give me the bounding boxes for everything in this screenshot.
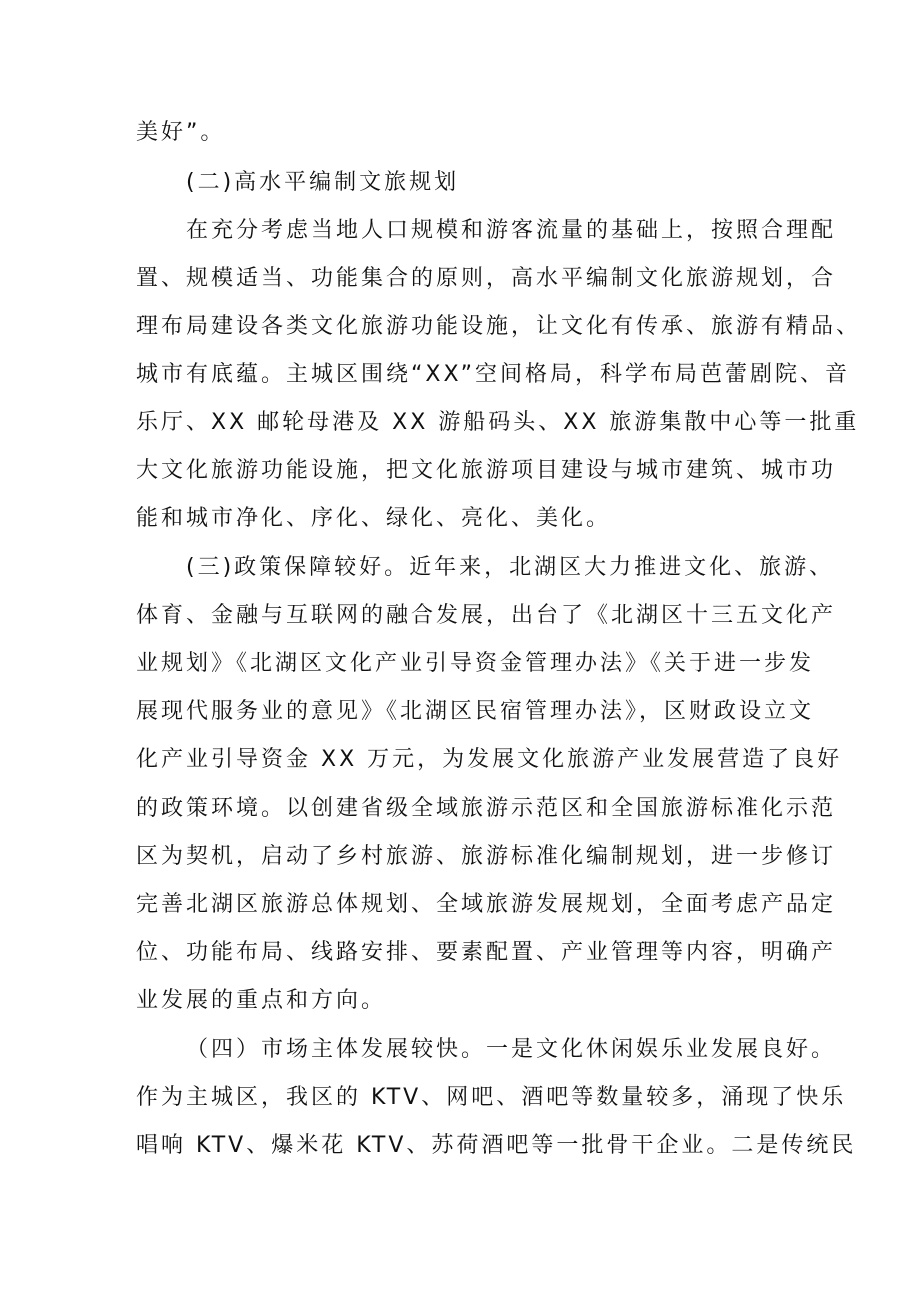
text-line-19: 业发展的重点和方向。	[136, 988, 387, 1013]
text-line-8: 大文化旅游功能设施，把文化旅游项目建设与城市建筑、城市功	[136, 458, 837, 483]
text-line-3: 在充分考虑当地人口规模和游客流量的基础上，按照合理配	[186, 218, 837, 243]
text-line-12: 业规划》《北湖区文化产业引导资金管理办法》《关于进一步发	[136, 651, 815, 676]
text-line-14: 化产业引导资金 XX 万元，为发展文化旅游产业发展营造了良好	[136, 747, 843, 772]
text-line-15: 的政策环境。以创建省级全域旅游示范区和全国旅游标准化示范	[136, 796, 837, 821]
text-line-18: 位、功能布局、线路安排、要素配置、产业管理等内容，明确产	[136, 940, 837, 965]
text-line-9: 能和城市净化、序化、绿化、亮化、美化。	[136, 506, 612, 531]
text-line-4: 置、规模适当、功能集合的原则，高水平编制文化旅游规划，合	[136, 266, 837, 291]
text-line-5: 理布局建设各类文化旅游功能设施，让文化有传承、旅游有精品、	[136, 314, 862, 339]
text-line-7: 乐厅、XX 邮轮母港及 XX 游船码头、XX 旅游集散中心等一批重	[136, 410, 860, 435]
section-heading-3: (三)政策保障较好。近年来，北湖区大力推进文化、旅游、	[186, 555, 835, 580]
text-line-13: 展现代服务业的意见》《北湖区民宿管理办法》，区财政设立文	[136, 699, 815, 724]
text-line-11: 体育、金融与互联网的融合发展，出台了《北湖区十三五文化产	[136, 603, 837, 628]
text-line-1: 美好”。	[136, 120, 226, 145]
text-line-17: 完善北湖区旅游总体规划、全域旅游发展规划，全面考虑产品定	[136, 892, 837, 917]
text-line-16: 区为契机，启动了乡村旅游、旅游标准化编制规划，进一步修订	[136, 844, 837, 869]
text-line-6: 城市有底蕴。主城区围绕“XX”空间格局，科学布局芭蕾剧院、音	[136, 362, 851, 387]
text-line-22: 唱响 KTV、爆米花 KTV、苏荷酒吧等一批骨干企业。二是传统民	[136, 1133, 857, 1158]
section-heading-2: (二)高水平编制文旅规划	[186, 170, 460, 195]
text-line-21: 作为主城区，我区的 KTV、网吧、酒吧等数量较多，涌现了快乐	[136, 1085, 847, 1110]
section-heading-4: （四）市场主体发展较快。一是文化休闲娱乐业发展良好。	[186, 1037, 837, 1062]
